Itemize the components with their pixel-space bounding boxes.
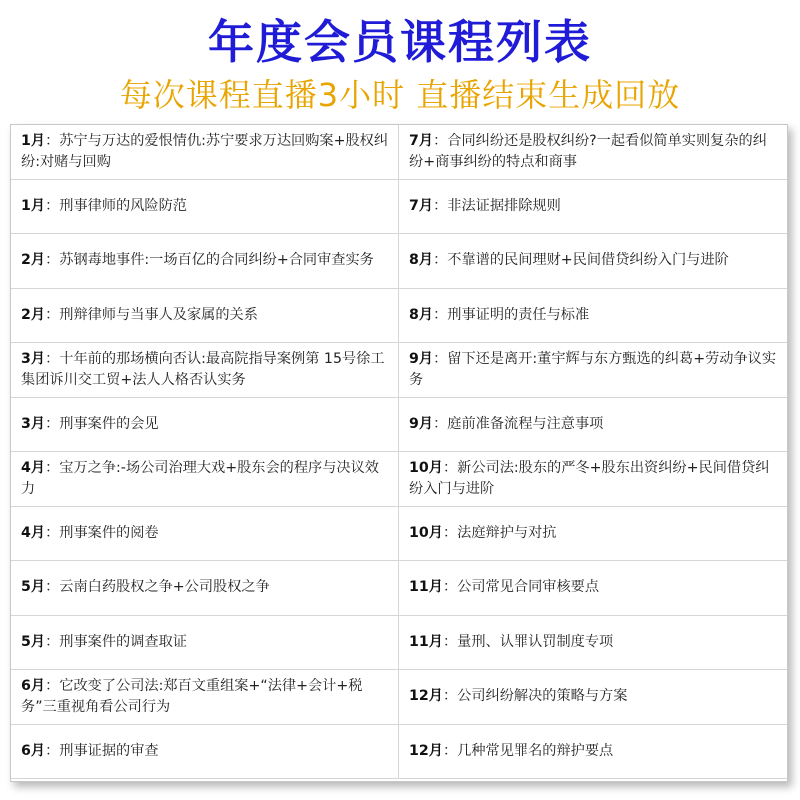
course-cell-right: [399, 289, 787, 344]
course-cell-left: [11, 125, 399, 180]
course-month: 4月: [21, 459, 46, 476]
course-cell-left: [11, 452, 399, 507]
course-month: 2月: [21, 252, 46, 269]
course-grid: [11, 125, 787, 781]
course-separator: ：: [442, 524, 458, 541]
course-entry: [21, 632, 187, 653]
course-cell-left: [11, 289, 399, 344]
course-title: 刑事案件的会见: [59, 415, 159, 432]
course-separator: ：: [45, 742, 60, 759]
course-entry: [21, 250, 374, 271]
course-entry: [409, 577, 599, 598]
course-entry: [409, 632, 613, 653]
course-separator: ：: [45, 252, 60, 269]
course-separator: ：: [433, 252, 448, 269]
course-title: 它改变了公司法:郑百文重组案+“法律+会计+税务”三重视角看公司行为: [21, 677, 363, 715]
course-separator: ：: [45, 579, 60, 596]
course-separator: ：: [433, 415, 448, 432]
course-separator: ：: [433, 350, 448, 367]
course-separator: ：: [45, 524, 60, 541]
course-entry: [21, 305, 258, 326]
course-month: 12月: [409, 688, 443, 705]
course-title: 庭前准备流程与注意事项: [447, 415, 604, 432]
course-month: 10月: [409, 459, 443, 476]
course-month: 8月: [409, 252, 434, 269]
course-separator: ：: [433, 132, 448, 149]
course-entry: [21, 741, 159, 762]
course-cell-left: [11, 725, 399, 780]
course-title: 公司常见合同审核要点: [457, 579, 600, 596]
course-title: 刑事证明的责任与标准: [447, 306, 590, 323]
course-month: 2月: [21, 306, 46, 323]
course-separator: ：: [45, 415, 60, 432]
course-title: 云南白药股权之争+公司股权之争: [59, 579, 270, 596]
course-separator: ：: [442, 579, 458, 596]
course-entry: [21, 414, 159, 435]
course-title: 十年前的那场横向否认:最高院指导案例第 15号徐工集团诉川交工贸+法人人格否认实务: [21, 350, 385, 388]
course-separator: ：: [45, 633, 60, 650]
course-month: 4月: [21, 524, 46, 541]
course-month: 5月: [21, 633, 46, 650]
course-separator: ：: [442, 688, 458, 705]
course-title: 非法证据排除规则: [447, 197, 561, 214]
course-entry: [21, 523, 159, 544]
course-title: 法庭辩护与对抗: [457, 524, 557, 541]
course-cell-right: [399, 180, 787, 235]
course-month: 10月: [409, 524, 443, 541]
course-title: 宝万之争:-场公司治理大戏+股东会的程序与决议效力: [21, 459, 379, 497]
course-cell-right: [399, 616, 787, 671]
course-month: 9月: [409, 415, 434, 432]
course-entry: [409, 414, 603, 435]
course-month: 3月: [21, 350, 46, 367]
course-title: 刑事案件的调查取证: [59, 633, 187, 650]
course-cell-right: [399, 343, 787, 398]
course-month: 7月: [409, 132, 434, 149]
course-separator: ：: [45, 350, 60, 367]
course-month: 11月: [409, 579, 443, 596]
course-month: 9月: [409, 350, 434, 367]
course-title: 公司纠纷解决的策略与方案: [457, 688, 628, 705]
course-title: 几种常见罪名的辩护要点: [457, 742, 614, 759]
course-table: [10, 124, 788, 782]
course-title: 留下还是离开:董宇辉与东方甄选的纠葛+劳动争议实务: [409, 350, 777, 388]
course-separator: ：: [442, 742, 458, 759]
course-title: 苏钢毒地事件:一场百亿的合同纠纷+合同审查实务: [59, 252, 374, 269]
course-separator: ：: [45, 677, 60, 694]
course-entry: [409, 131, 779, 173]
course-separator: ：: [45, 132, 60, 149]
course-separator: ：: [433, 306, 448, 323]
course-entry: [409, 196, 561, 217]
course-month: 12月: [409, 742, 443, 759]
course-cell-right: [399, 234, 787, 289]
course-separator: ：: [442, 633, 458, 650]
course-month: 11月: [409, 633, 443, 650]
course-month: 1月: [21, 132, 46, 149]
page-subtitle: 每次课程直播3小时 直播结束生成回放: [119, 76, 681, 114]
course-entry: [409, 686, 627, 707]
course-title: 新公司法:股东的严冬+股东出资纠纷+民间借贷纠纷入门与进阶: [409, 459, 770, 497]
course-month: 3月: [21, 415, 46, 432]
course-separator: ：: [433, 197, 448, 214]
course-separator: ：: [45, 306, 60, 323]
course-entry: [409, 349, 779, 391]
course-cell-right: [399, 398, 787, 453]
course-cell-left: [11, 670, 399, 725]
course-cell-right: [399, 561, 787, 616]
course-month: 8月: [409, 306, 434, 323]
course-title: 量刑、认罪认罚制度专项: [457, 633, 614, 650]
course-separator: ：: [442, 459, 458, 476]
course-entry: [409, 741, 613, 762]
course-cell-right: [399, 670, 787, 725]
course-month: 5月: [21, 579, 46, 596]
course-title: 不靠谱的民间理财+民间借贷纠纷入门与进阶: [447, 252, 729, 269]
course-entry: [409, 458, 779, 500]
course-cell-left: [11, 398, 399, 453]
course-title: 刑事律师的风险防范: [59, 197, 187, 214]
course-month: 6月: [21, 742, 46, 759]
course-separator: ：: [45, 459, 60, 476]
page-title: 年度会员课程列表: [208, 15, 592, 69]
course-cell-left: [11, 234, 399, 289]
course-title: 苏宁与万达的爱恨情仇:苏宁要求万达回购案+股权纠纷:对赌与回购: [21, 132, 389, 170]
course-month: 7月: [409, 197, 434, 214]
course-entry: [21, 676, 390, 718]
course-title: 刑辩律师与当事人及家属的关系: [59, 306, 258, 323]
course-cell-right: [399, 725, 787, 780]
course-title: 刑事案件的阅卷: [59, 524, 159, 541]
course-cell-left: [11, 507, 399, 562]
course-entry: [21, 577, 270, 598]
course-title: 合同纠纷还是股权纠纷?一起看似简单实则复杂的纠纷+商事纠纷的特点和商事: [409, 132, 767, 170]
course-month: 1月: [21, 197, 46, 214]
course-entry: [21, 458, 390, 500]
course-cell-right: [399, 507, 787, 562]
course-cell-right: [399, 125, 787, 180]
course-title: 刑事证据的审查: [59, 742, 159, 759]
course-entry: [21, 196, 187, 217]
course-cell-left: [11, 180, 399, 235]
course-month: 6月: [21, 677, 46, 694]
course-separator: ：: [45, 197, 60, 214]
course-entry: [409, 250, 729, 271]
course-entry: [21, 131, 390, 173]
course-entry: [21, 349, 390, 391]
course-cell-left: [11, 561, 399, 616]
course-cell-left: [11, 616, 399, 671]
course-cell-right: [399, 452, 787, 507]
course-cell-left: [11, 343, 399, 398]
course-entry: [409, 523, 556, 544]
course-entry: [409, 305, 589, 326]
